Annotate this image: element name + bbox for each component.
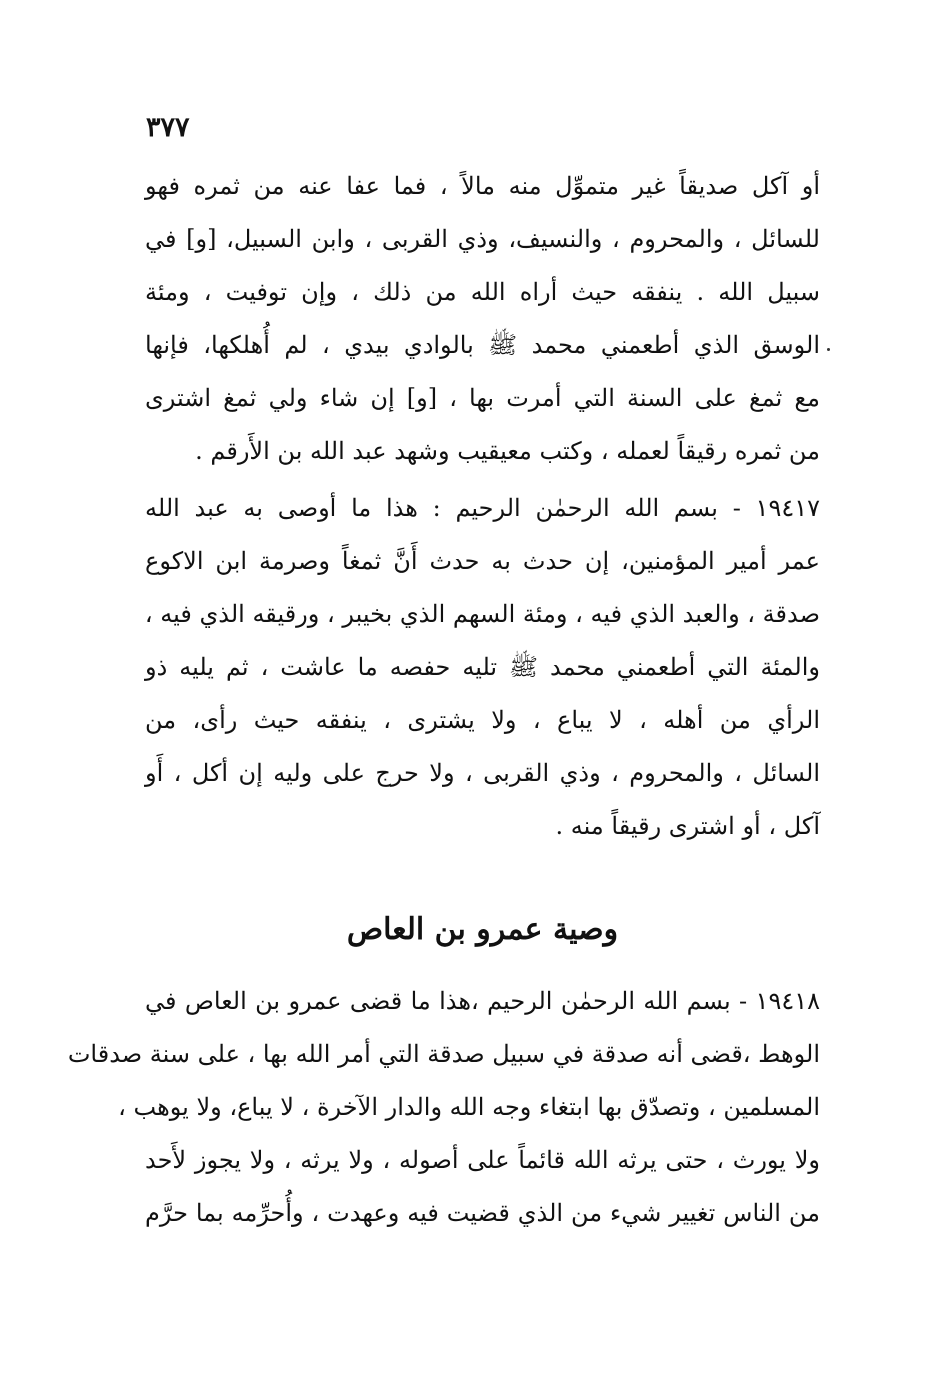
text-line: السائل ، والمحروم ، وذي القربى ، ولا حرج على وليه إن أكل ، أَو <box>145 759 820 787</box>
paragraph-1 <box>145 160 820 478</box>
text-line: الوهط ،قضى أنه صدقة في سبيل صدقة التي أمر الله بها ، على سنة صدقات <box>67 1040 820 1068</box>
text-line: من الناس تغيير شيء من الذي قضيت فيه وعهدت ، وأُحرِّمه بما حرَّم <box>145 1199 820 1227</box>
text-line: من ثمره رقيقاً لعمله ، وكتب معيقيب وشهد عبد الله بن الأَرقم . <box>195 437 820 465</box>
text-line: ١٩٤١٧ - بسم الله الرحمٰن الرحيم : هذا ما أوصى به عبد الله <box>145 494 820 522</box>
section-heading: وصية عمرو بن العاص <box>346 912 619 947</box>
text-line: والمئة التي أطعمني محمد ﷺ تليه حفصه ما عاشت ، ثم يليه ذو <box>145 653 820 681</box>
text-line: مع ثمغ على السنة التي أمرت بها ، [و] إن شاء ولي ثمغ اشترى <box>145 384 820 412</box>
page-number: ٣٧٧ <box>146 112 190 143</box>
paragraph-19418 <box>67 975 821 1240</box>
text-line: صدقة ، والعبد الذي فيه ، ومئة السهم الذي بخيبر ، ورقيقه الذي فيه ، <box>144 600 820 628</box>
text-line: أو آكل صديقاً غير متموِّل منه مالاً ، فما عفا عنه من ثمره فهو <box>145 172 820 200</box>
text-line: المسلمين ، وتصدّق بها ابتغاء وجه الله والدار الآخرة ، لا يباع، ولا يوهب ، <box>118 1093 820 1121</box>
margin-mark <box>827 348 830 351</box>
text-line: عمر أمير المؤمنين، إن حدث به حدث أَنَّ ثمغاً وصرمة ابن الاكوع <box>145 547 820 575</box>
text-line: ١٩٤١٨ - بسم الله الرحمٰن الرحيم ،هذا ما قضى عمرو بن العاص في <box>145 987 820 1015</box>
text-line: الوسق الذي أطعمني محمد ﷺ بالوادي بيدي ، لم أُهلكها، فإنها <box>145 331 820 359</box>
text-line: ولا يورث ، حتى يرثه الله قائماً على أصوله ، ولا يرثه ، ولا يجوز لأَحد <box>145 1146 821 1174</box>
paragraph-19417 <box>145 482 820 853</box>
text-line: آكل ، أو اشترى رقيقاً منه . <box>555 812 820 840</box>
text-line: الرأي من أهله ، لا يباع ، ولا يشترى ، ينفقه حيث رأى، من <box>145 706 820 734</box>
text-line: للسائل ، والمحروم ، والنسيف، وذي القربى ، وابن السبيل، [و] في <box>145 225 820 253</box>
text-line: سبيل الله . ينفقه حيث أراه الله من ذلك ، وإن توفيت ، ومئة <box>145 278 820 306</box>
